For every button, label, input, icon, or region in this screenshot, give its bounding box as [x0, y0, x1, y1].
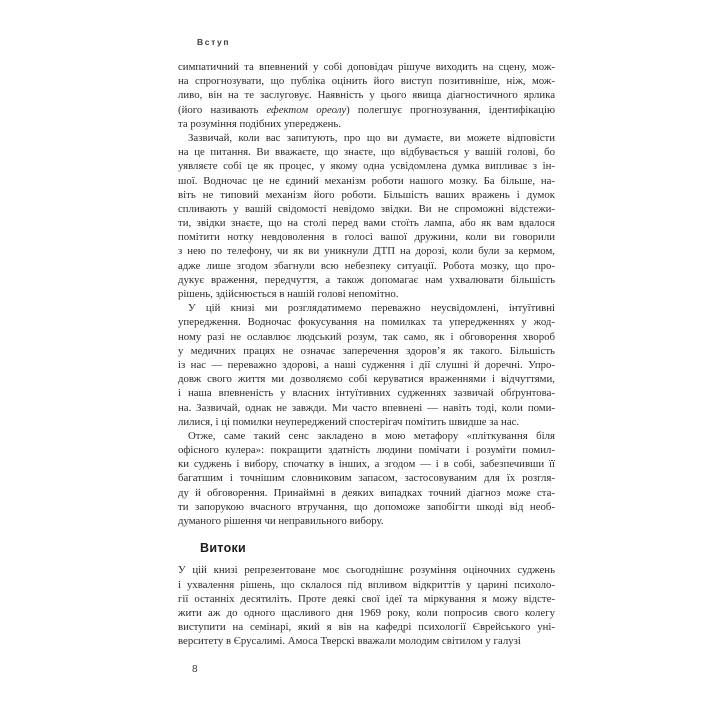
- running-head: Вступ: [197, 37, 231, 47]
- text-line: спливають у вашій свідомості невідомо звідки. Ви не спроможні відстежи-: [178, 202, 555, 215]
- text-line: дукує враження, передчуття, а також допомагає нам ухвалювати більшість: [178, 273, 555, 286]
- text-line: на. Зазвичай, однак не завжди. Ми часто впевнені — навіть тоді, коли поми-: [178, 401, 555, 414]
- text-line: шої. Водночас це не єдиний механізм роботи нашого мозку. Ба більше, на-: [178, 174, 555, 187]
- paragraph: [178, 131, 555, 301]
- section-heading: Витоки: [200, 541, 247, 556]
- text-line: У цій книзі репрезентоване моє сьогоднішнє розуміння оціночних суджень: [178, 564, 555, 577]
- text-line: і ухвалення рішень, що склалося під впливом відкриттів у царині психоло-: [178, 578, 555, 591]
- text-line: ду й обговорення. Принаймні в деяких випадках точний діагноз може ста-: [178, 486, 555, 499]
- text-line: довж свого життя ми дозволяємо собі керуватися враженнями і відчуттями,: [178, 373, 555, 386]
- text-line: симпатичний та впевнений у собі доповідач рішуче виходить на сцену, мож-: [178, 61, 555, 73]
- text-line: адже лише згодом збагнули всю небезпеку ситуації. Робота мозку, що про-: [178, 259, 555, 272]
- text-line: на спрогнозувати, що публіка оцінить його виступ позитивніше, ніж, мож-: [178, 75, 555, 88]
- page-number: 8: [192, 664, 198, 675]
- text-line: багатшим і точнішим словниковим запасом, застосовуваним для їх розгля-: [178, 472, 555, 485]
- text-line: Зазвичай, коли вас запитують, про що ви думаєте, ви можете відповісти: [188, 131, 555, 144]
- text-line: та розуміння подібних упереджень.: [178, 117, 342, 130]
- text-line: думаного рішення чи неправильного вибору.: [178, 515, 384, 527]
- text-line: офісного кулера»: покращити здатність людини помічати і розуміти помил-: [178, 444, 555, 457]
- text-line: Отже, саме такий сенс закладено в мою метафору «пліткування біля: [188, 429, 555, 442]
- text-line: у медичних працях не означає заперечення здоров’я як такого. Більшість: [178, 344, 555, 357]
- text-line: віть не типовий механізм його роботи. Більшість ваших вражень і думок: [178, 188, 555, 201]
- body-text: [178, 60, 555, 649]
- text-line: жити аж до одного щасливого дня 1969 року, коли попросив свого колегу: [178, 606, 555, 619]
- text-line: виступити на семінарі, який я вів на кафедрі психології Єврейського уні-: [178, 621, 555, 634]
- text-line: гії останніх десятиліть. Проте деякі свої ідеї та міркування я можу відсте-: [178, 592, 555, 605]
- text-line: лилися, і ці помилки неупереджений спостерігач помітить швидше за нас.: [178, 415, 520, 428]
- text-line: ти, звідки знаєте, що на столі перед вами стоїть лампа, або як вам вдалося: [178, 217, 555, 230]
- text-line: помітити нотку невдоволення в голосі вашої дружини, коли ви говорили: [178, 231, 555, 244]
- text-line: ному разі не ославлює людський розум, так само, як і обговорення хвороб: [178, 330, 555, 343]
- paragraph: [178, 301, 555, 429]
- text-line: з нею по телефону, чи як ви уникнули ДТП на дорозі, коли були за кермом,: [178, 245, 555, 258]
- text-line: уявляєте собі це як процес, у якому одна усвідомлена думка випливає з ін-: [178, 160, 555, 173]
- paragraph: [178, 60, 555, 131]
- text-line: У цій книзі ми розглядатимемо переважно неусвідомлені, інтуїтивні: [188, 302, 555, 315]
- text-line: на це питання. Ви вважаєте, що знаєте, що відбувається у вашій голові, бо: [178, 146, 555, 159]
- text-line: упередження. Водночас фокусування на помилках та упередженнях у жод-: [178, 316, 555, 329]
- text-line: ки суджень і вибору, спочатку в інших, а згодом — і в собі, забезпечивши її: [178, 458, 555, 471]
- text-line: верситету в Єрусалимі. Амоса Тверскі вважали молодим світилом у галузі: [178, 635, 521, 648]
- text-line: ти запорукою вчасного втручання, що допоможе запобігти шкоді від необ-: [178, 500, 555, 513]
- paragraph: [178, 563, 555, 648]
- text-line: ливо, він на те заслуговує. Наявність у цього явища діагностичного ярлика: [178, 89, 555, 102]
- text-line: і наша впевненість у власних інтуїтивних судженнях зазвичай обґрунтова-: [178, 387, 555, 400]
- text-line: рішень, здійснюється в нашій голові непомітно.: [178, 288, 399, 300]
- text-line: із нас — переважно здорові, а наші судження і дії слушні й доречні. Упро-: [178, 358, 555, 371]
- text-line: (його називають ефектом ореолу) полегшує прогнозування, ідентифікацію: [178, 103, 556, 116]
- paragraph: [178, 429, 555, 528]
